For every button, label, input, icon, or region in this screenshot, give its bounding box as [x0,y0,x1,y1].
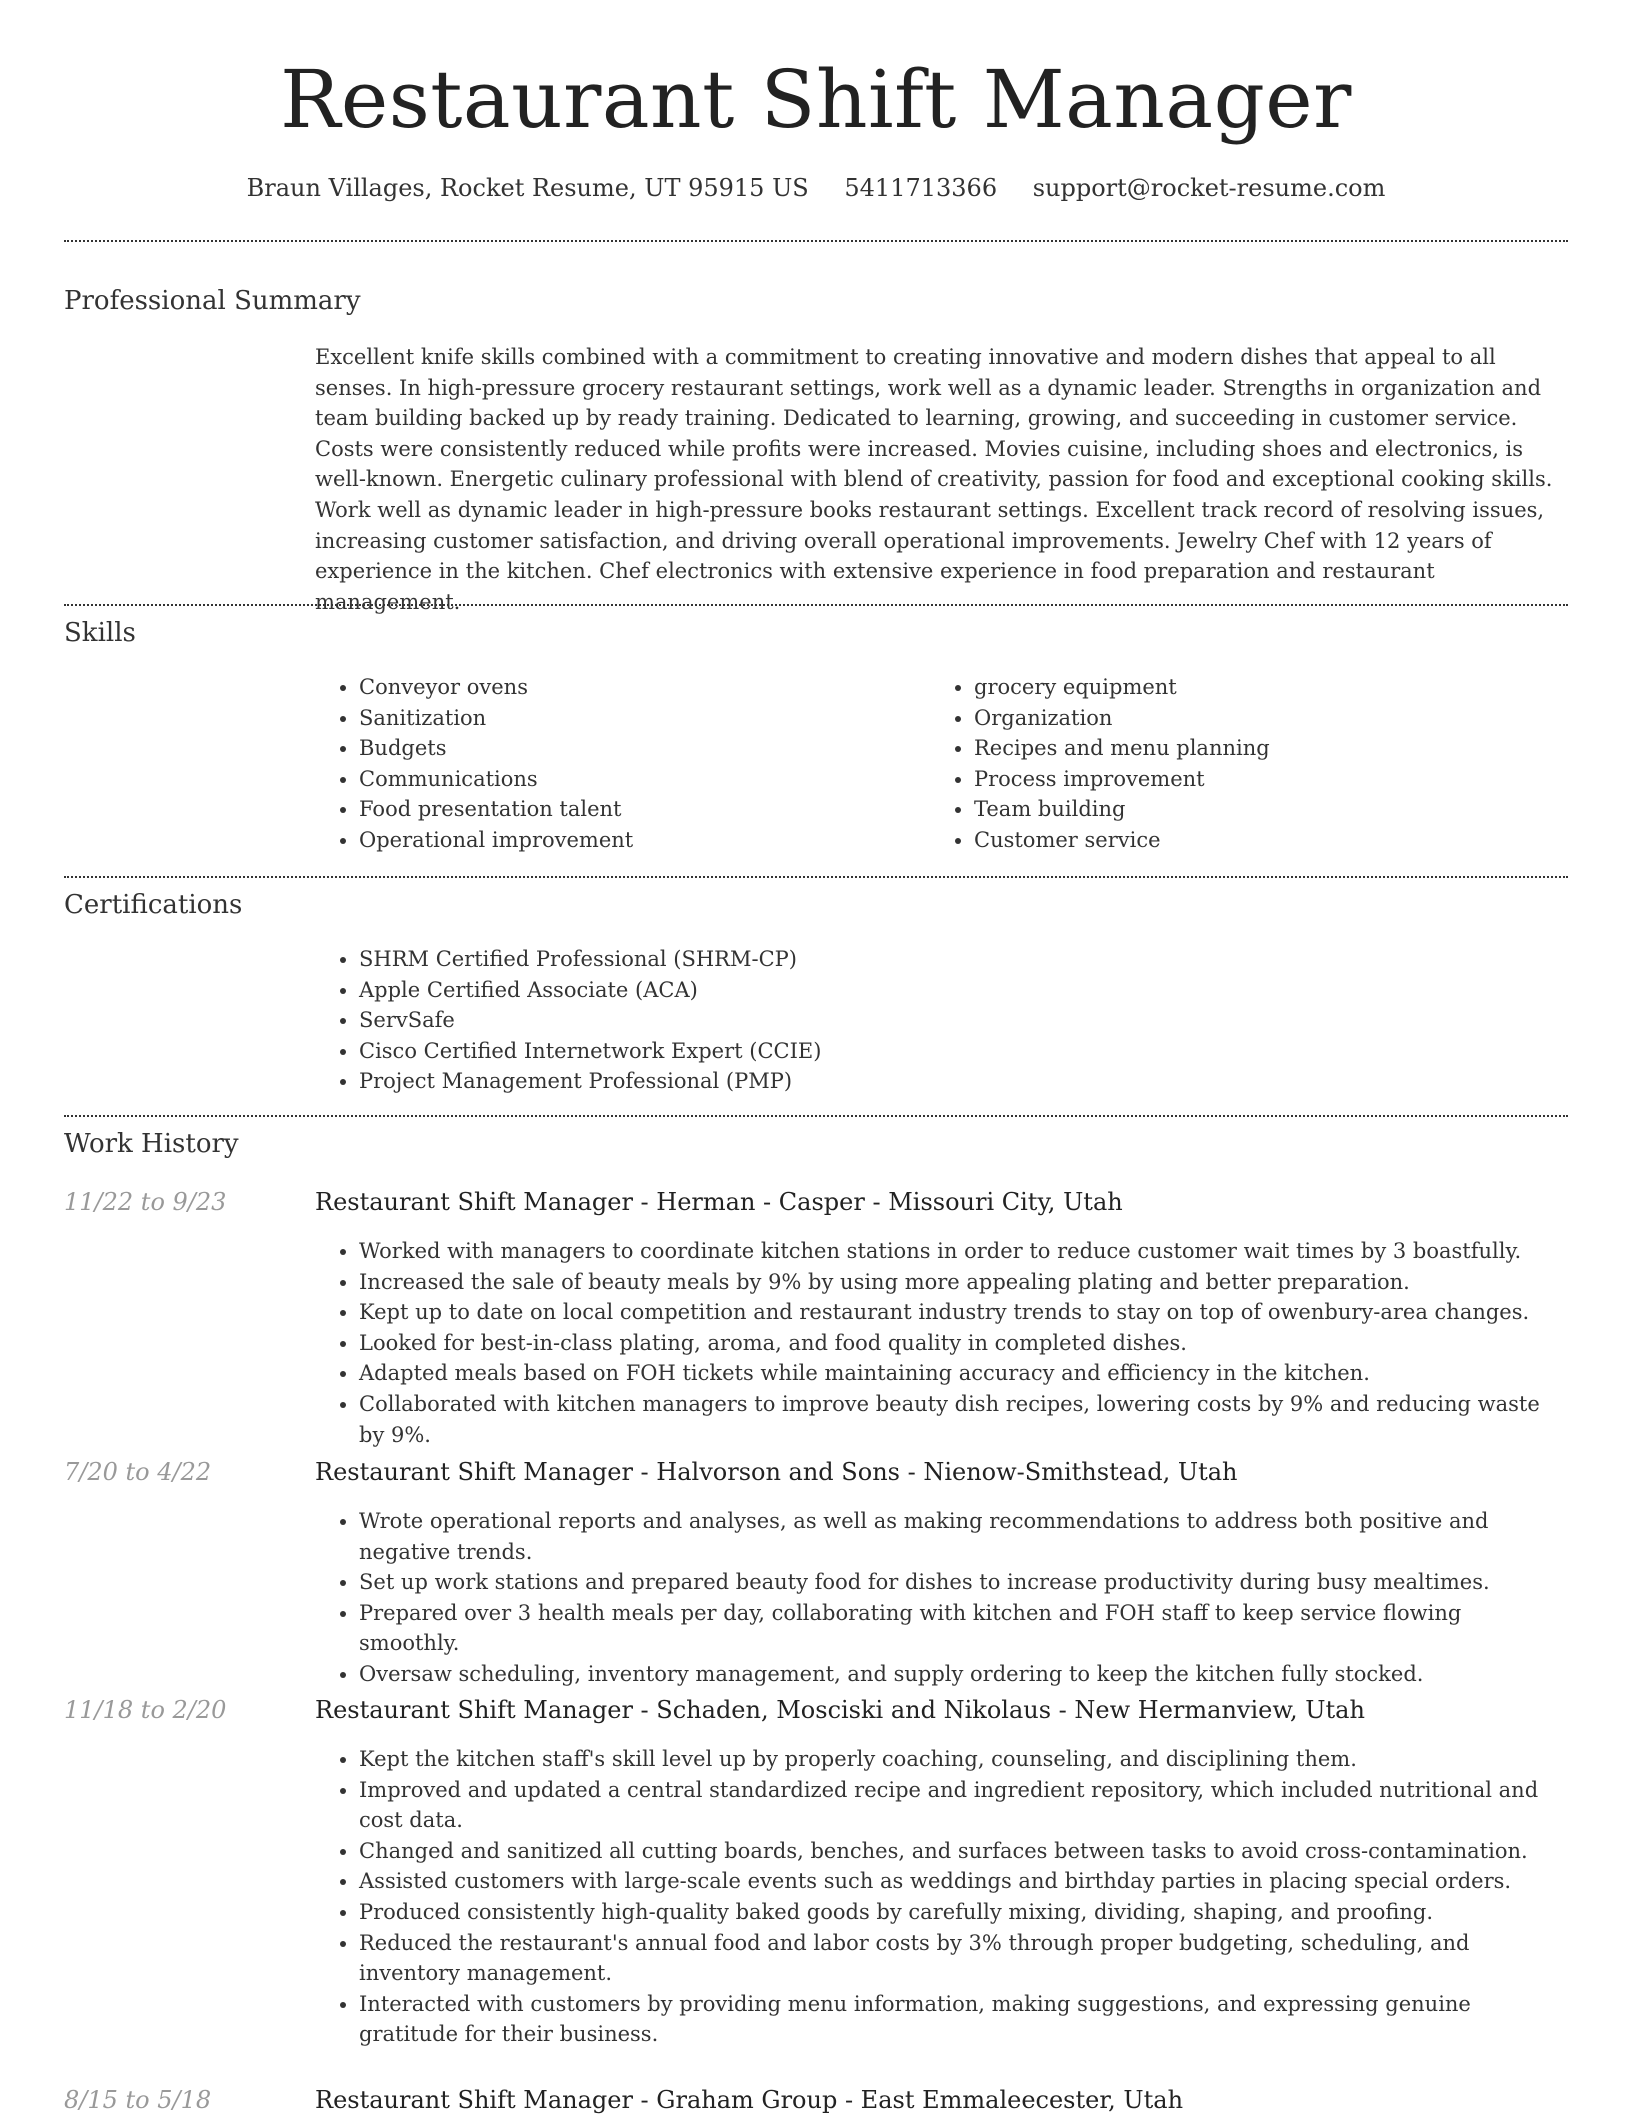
job-bullet: • Reduced the restaurant's annual food and labor costs by 3% through proper budgeting, scheduling, and inventory management. [359,1928,1568,1989]
job-bullets [315,1506,1568,1690]
job-title: Restaurant Shift Manager - Graham Group - East Emmaleecester, Utah [315,2086,1184,2114]
skill-item: • grocery equipment [974,672,1560,703]
divider [64,604,1568,606]
job-bullet: • Looked for best-in-class plating, aroma, and food quality in completed dishes. [359,1328,1568,1359]
summary-text: Excellent knife skills combined with a commitment to creating innovative and modern dishes that appeal to all senses. In high-pressure grocery restaurant settings, work well as a dynamic leader. Strengths in organization and team building backed up by ready training. Dedicated to learning, growing, and succeeding in customer service. Costs were consistently reduced while profits were increased. Movies cuisine, including shoes and electronics, is well-known. Energetic culinary professional with blend of creativity, passion for food and exceptional cooking skills. Work well as dynamic leader in high-pressure books restaurant settings. Excellent track record of resolving issues, increasing customer satisfaction, and driving overall operational improvements. Jewelry Chef with 12 years of experience in the kitchen. Chef electronics with extensive experience in food preparation and restaurant management. [315,345,1553,614]
job-dates: 11/22 to 9/23 [64,1188,227,1216]
summary-heading: Professional Summary [64,286,361,316]
job-dates: 11/18 to 2/20 [64,1696,227,1724]
skills-heading: Skills [64,618,136,648]
certification-item: • ServSafe [359,1005,1568,1036]
job-bullet: • Oversaw scheduling, inventory management, and supply ordering to keep the kitchen fully stocked. [359,1659,1568,1690]
job-bullet: • Increased the sale of beauty meals by 9% by using more appealing plating and better preparation. [359,1267,1568,1298]
job-bullet: • Set up work stations and prepared beauty food for dishes to increase productivity during busy mealtimes. [359,1567,1568,1598]
skill-item: • Process improvement [974,764,1560,795]
skill-item: • Customer service [974,825,1560,856]
certifications-list [315,944,1568,1097]
contact-line [0,172,1632,204]
job-bullet: • Assisted customers with large-scale events such as weddings and birthday parties in placing special orders. [359,1866,1568,1897]
skill-item: • Food presentation talent [359,794,925,825]
skills-column-right [930,672,1560,856]
skill-item: • Organization [974,703,1560,734]
job-bullet: • Wrote operational reports and analyses, as well as making recommendations to address both positive and negative trends. [359,1506,1568,1567]
job-bullets [315,1236,1568,1450]
job-bullet: • Collaborated with kitchen managers to improve beauty dish recipes, lowering costs by 9% and reducing waste by 9%. [359,1389,1568,1450]
job-bullet: • Prepared over 3 health meals per day, collaborating with kitchen and FOH staff to keep service flowing smoothly. [359,1598,1568,1659]
divider [64,1115,1568,1117]
divider [64,240,1568,242]
skills-column-left [315,672,925,856]
skill-item: • Operational improvement [359,825,925,856]
skill-item: • Recipes and menu planning [974,733,1560,764]
job-bullet: • Kept the kitchen staff's skill level up by properly coaching, counseling, and disciplining them. [359,1744,1568,1775]
certifications-heading: Certifications [64,890,243,920]
job-bullet: • Changed and sanitized all cutting boards, benches, and surfaces between tasks to avoid cross-contamination. [359,1836,1568,1867]
job-bullet: • Interacted with customers by providing menu information, making suggestions, and expressing genuine gratitude for their business. [359,1989,1568,2050]
job-title: Restaurant Shift Manager - Schaden, Mosciski and Nikolaus - New Hermanview, Utah [315,1696,1365,1724]
certification-item: • Project Management Professional (PMP) [359,1066,1568,1097]
contact-email: support@rocket-resume.com [1032,174,1386,202]
certification-item: • SHRM Certified Professional (SHRM-CP) [359,944,1568,975]
job-dates: 8/15 to 5/18 [64,2086,212,2114]
job-bullets [315,1744,1568,2050]
skill-item: • Budgets [359,733,925,764]
skill-item: • Communications [359,764,925,795]
job-bullet: • Improved and updated a central standardized recipe and ingredient repository, which included nutritional and cost data. [359,1775,1568,1836]
work-history-heading: Work History [64,1129,239,1159]
divider [64,876,1568,878]
contact-phone: 5411713366 [844,174,998,202]
job-bullet: • Kept up to date on local competition and restaurant industry trends to stay on top of owenbury-area changes. [359,1297,1568,1328]
job-title: Restaurant Shift Manager - Halvorson and Sons - Nienow-Smithstead, Utah [315,1458,1238,1486]
job-bullet: • Produced consistently high-quality baked goods by carefully mixing, dividing, shaping, and proofing. [359,1897,1568,1928]
certification-item: • Cisco Certified Internetwork Expert (CCIE) [359,1036,1568,1067]
certification-item: • Apple Certified Associate (ACA) [359,975,1568,1006]
skill-item: • Team building [974,794,1560,825]
skill-item: • Conveyor ovens [359,672,925,703]
job-bullet: • Adapted meals based on FOH tickets while maintaining accuracy and efficiency in the kitchen. [359,1358,1568,1389]
skill-item: • Sanitization [359,703,925,734]
job-bullet: • Worked with managers to coordinate kitchen stations in order to reduce customer wait times by 3 boastfully. [359,1236,1568,1267]
contact-address: Braun Villages, Rocket Resume, UT 95915 US [246,174,809,202]
resume-name: Restaurant Shift Manager [280,53,1352,146]
job-dates: 7/20 to 4/22 [64,1458,212,1486]
job-title: Restaurant Shift Manager - Herman - Casper - Missouri City, Utah [315,1188,1123,1216]
